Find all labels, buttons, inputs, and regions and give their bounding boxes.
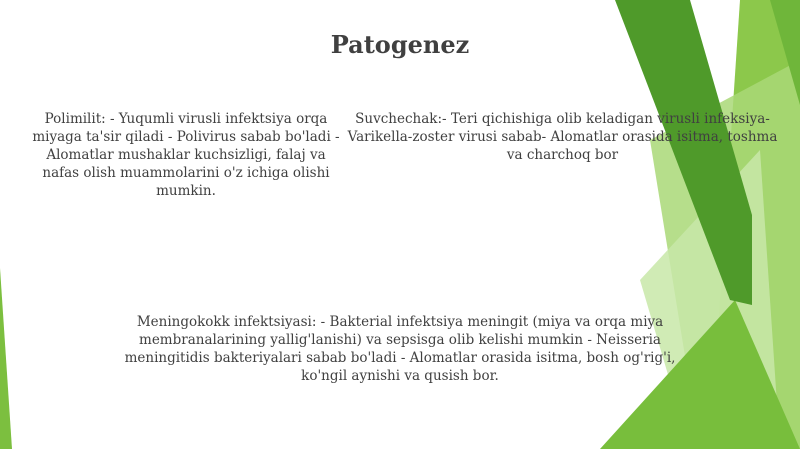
left-green-strip (0, 268, 12, 449)
slide-title: Patogenez (330, 30, 470, 59)
polimilit-text: Polimilit: - Yuqumli virusli infektsiya orqa miyaga ta'sir qiladi - Polivirus sabab bo'ladi - Alomatlar mushaklar kuchsizligi, falaj va nafas olish muammolarini o'z ichiga olishi mumkin. (32, 111, 340, 199)
suvchechak-text: Suvchechak:- Teri qichishiga olib keladigan virusli infeksiya- Varikella-zoster virusi sabab- Alomatlar orasida isitma, toshma va charchoq bor (347, 111, 778, 163)
meningokokk-text: Meningokokk infektsiyasi: - Bakterial infektsiya meningit (miya va orqa miya membranalarining yallig'lanishi) va sepsisga olib kelishi mumkin - Neisseria meningitidis bakteriyalari sabab bo'ladi - Alomatlar orasida isitma, bosh og'rig'i, ko'ngil aynishi va qusish bor. (124, 314, 676, 384)
